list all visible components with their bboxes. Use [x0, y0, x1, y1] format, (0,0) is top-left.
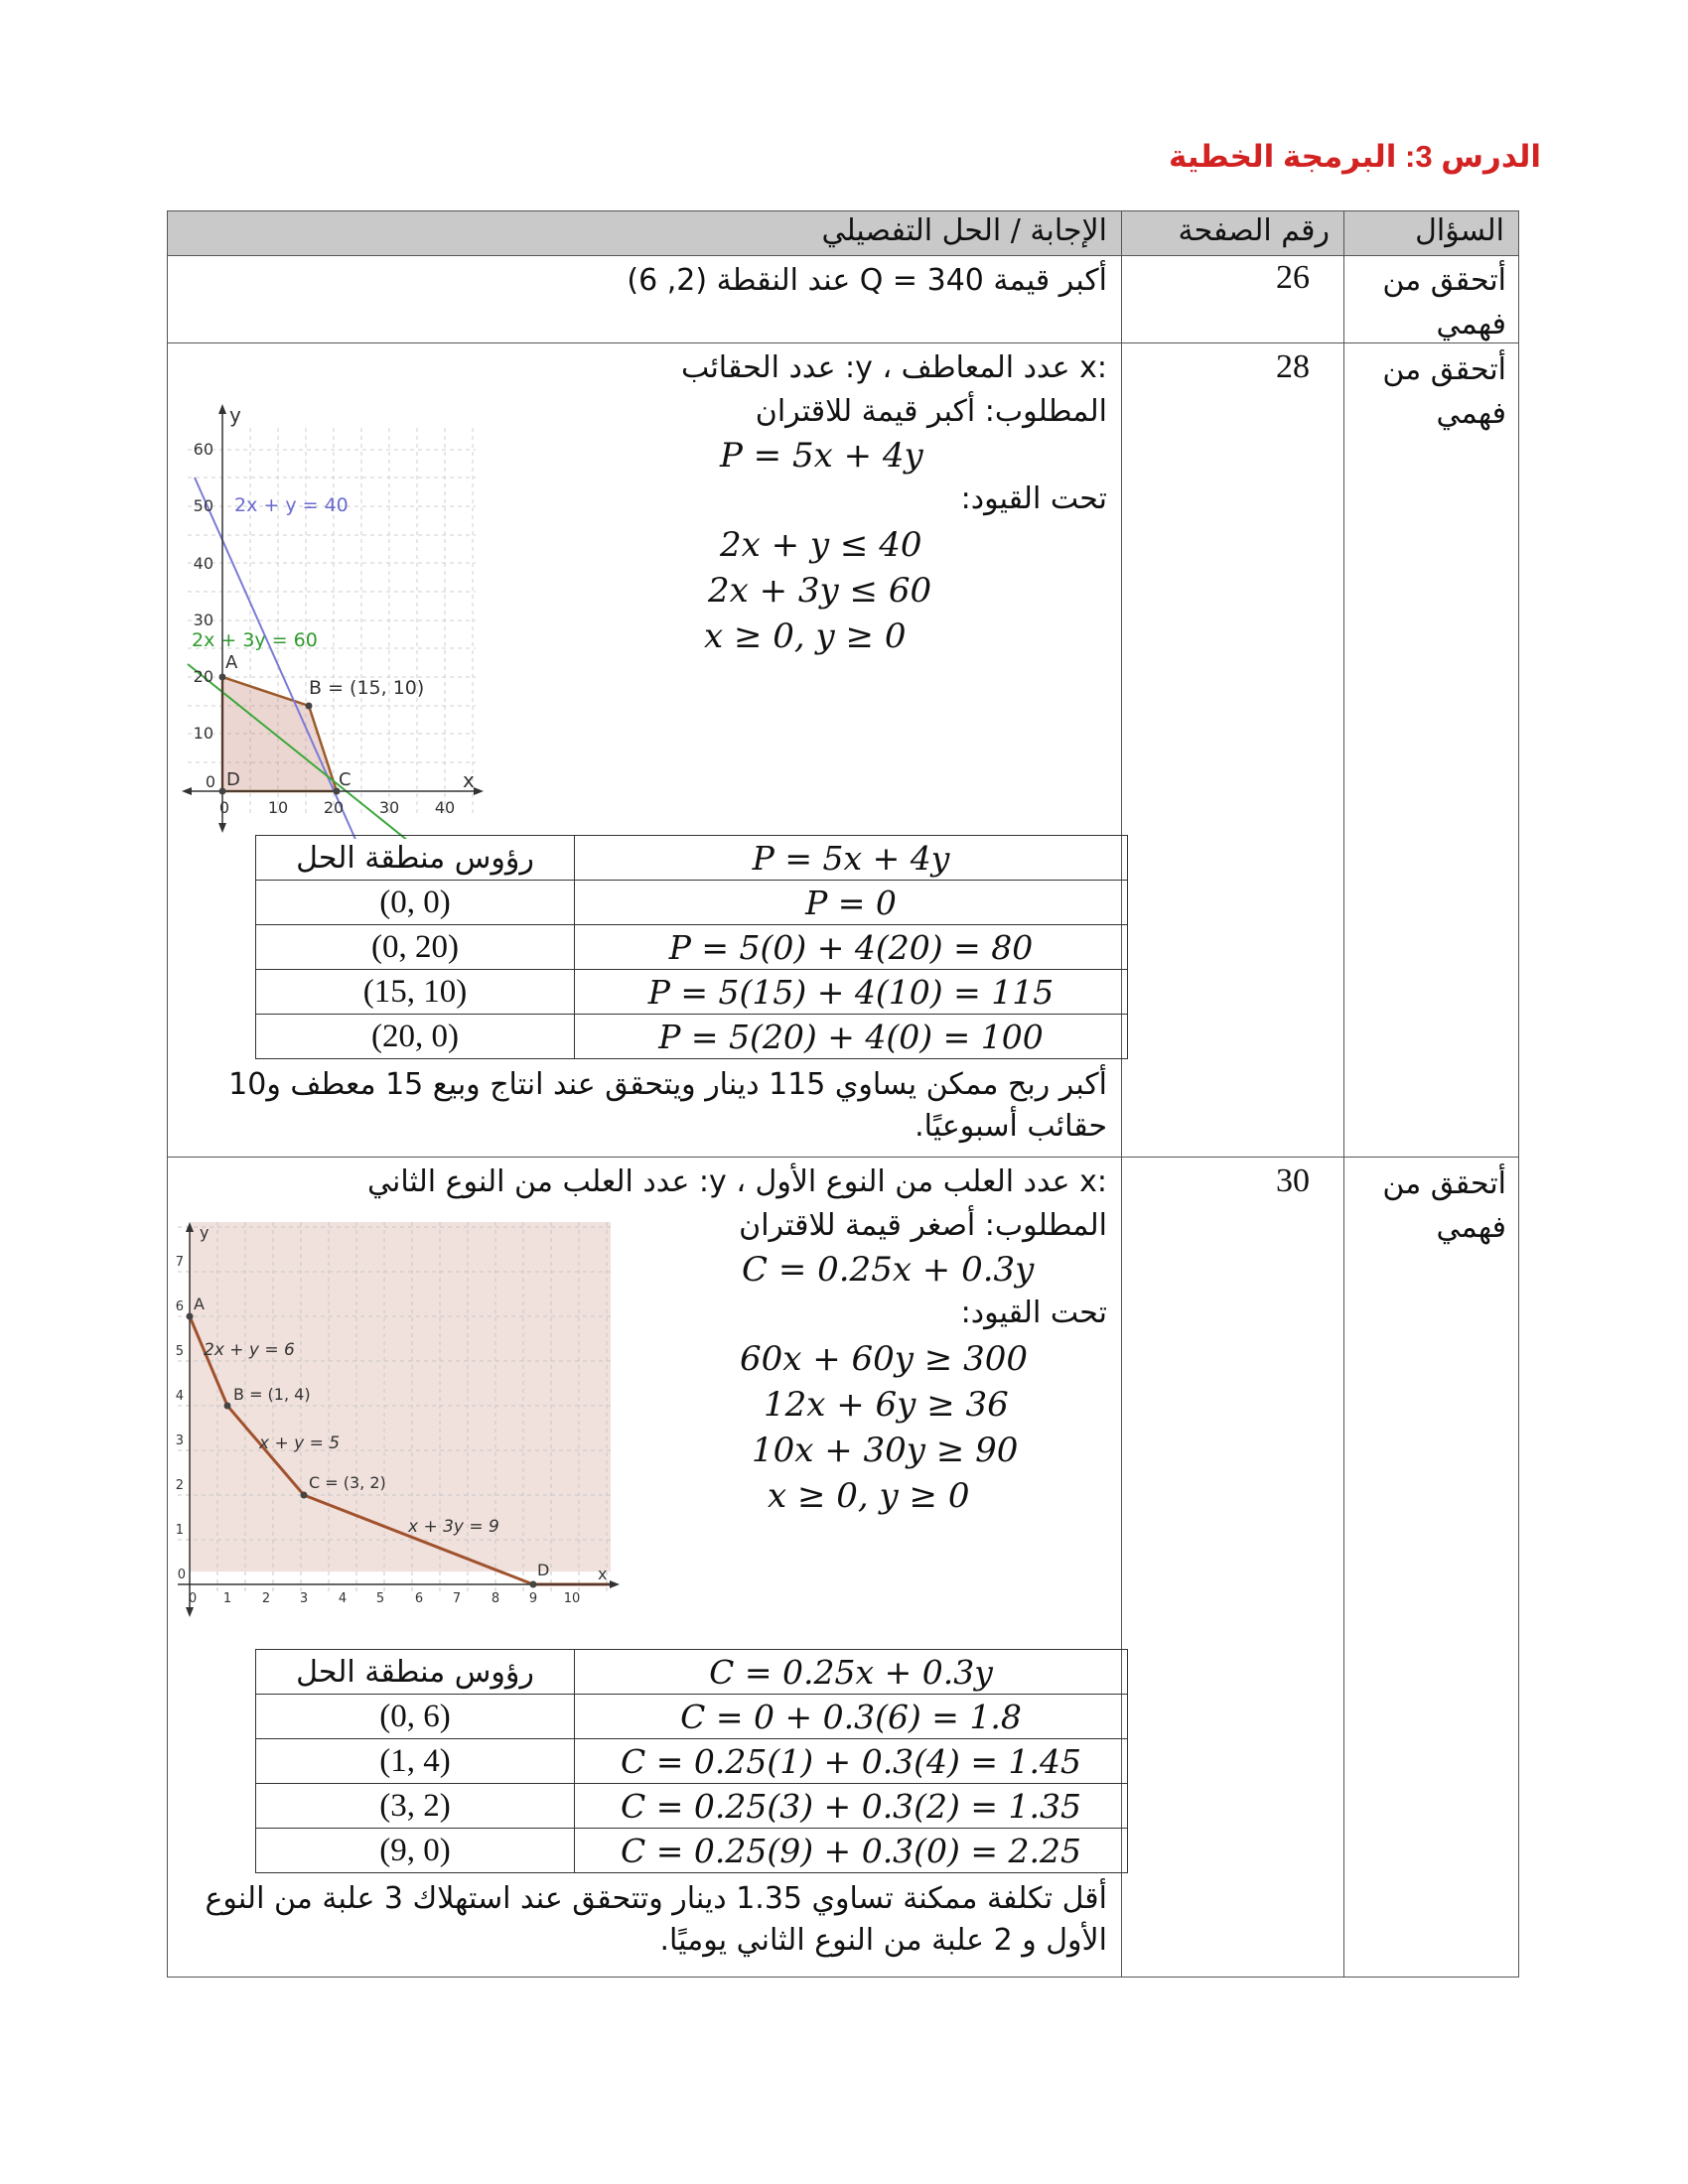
vertex-cell: (0, 0)	[256, 881, 575, 925]
row1-answer: أكبر قيمة Q = 340 عند النقطة (2, 6)	[627, 263, 1107, 298]
vertices-header: رؤوس منطقة الحل	[256, 836, 575, 881]
graph-2-xtick: 2	[261, 1591, 271, 1606]
graph-1-point-a	[219, 674, 226, 681]
value-cell: C = 0.25(9) + 0.3(0) = 2.25	[575, 1829, 1128, 1873]
table-row	[256, 1015, 1128, 1059]
row3-conclusion-line-1: أقل تكلفة ممكنة تساوي 1.35 دينار وتتحقق عند استهلاك 3 علبة من النوع	[205, 1881, 1107, 1916]
row3-constraint-2: 12x + 6y ≥ 36	[764, 1385, 1009, 1425]
graph-2-xtick: 3	[299, 1591, 309, 1606]
row2-constraint-3: x ≥ 0, y ≥ 0	[704, 616, 907, 656]
row3-constraint-1: 60x + 60y ≥ 300	[740, 1339, 1029, 1379]
row3-page: 30	[1276, 1162, 1310, 1199]
graph-1-xtick: 0	[218, 798, 230, 817]
value-cell: C = 0.25(3) + 0.3(2) = 1.35	[575, 1784, 1128, 1829]
table-row	[256, 925, 1128, 970]
row2-goal: المطلوب: أكبر قيمة للاقتران	[755, 394, 1107, 429]
solutions-table	[167, 210, 1519, 1978]
graph-2-xtick: 6	[414, 1591, 424, 1606]
row1-page: 26	[1276, 259, 1310, 296]
vertex-cell: (1, 4)	[256, 1739, 575, 1784]
table-row	[256, 836, 1128, 881]
graph-2-xtick: 8	[491, 1591, 500, 1606]
row2-constraints-label: تحت القيود:	[960, 481, 1107, 516]
row2-objective: P = 5x + 4y	[720, 436, 923, 476]
graph-2-ytick: 3	[175, 1433, 184, 1448]
graph-1-point-b	[306, 703, 313, 710]
graph-2-point-a	[187, 1313, 194, 1320]
graph-1	[178, 392, 486, 839]
graph-2-point-c	[301, 1492, 308, 1499]
graph-2-point-b	[224, 1403, 231, 1410]
row2-conclusion-line-2: حقائب أسبوعيًا.	[914, 1109, 1107, 1144]
row2-page: 28	[1276, 348, 1310, 385]
row3-vars: :x عدد العلب من النوع الأول ، y: عدد العلب من النوع الثاني	[367, 1164, 1107, 1199]
graph-2-ytick: 2	[175, 1478, 184, 1493]
graph-2-line-2-label: x + y = 5	[259, 1433, 341, 1453]
graph-2-line-3-label: x + 3y = 9	[408, 1517, 499, 1537]
graph-1-ytick: 30	[193, 611, 213, 629]
graph-1-point-c-label: C	[339, 769, 352, 790]
graph-1-ytick: 50	[193, 496, 213, 515]
graph-1-xtick: 10	[267, 798, 289, 817]
graph-2-point-c-label: C = (3, 2)	[309, 1473, 386, 1492]
graph-1-line-2-label: 2x + 3y = 60	[192, 629, 318, 651]
graph-1-xtick: 30	[378, 798, 400, 817]
graph-2-ytick: 0	[177, 1568, 186, 1582]
graph-2-xtick: 10	[563, 1591, 581, 1606]
graph-2	[174, 1214, 621, 1623]
value-cell: P = 5(20) + 4(0) = 100	[575, 1015, 1128, 1059]
graph-1-ytick: 20	[193, 667, 213, 686]
graph-2-ytick: 4	[175, 1389, 184, 1404]
graph-2-ytick: 6	[175, 1299, 184, 1314]
graph-1-ytick: 0	[205, 772, 215, 791]
vertices-header: رؤوس منطقة الحل	[256, 1650, 575, 1695]
graph-1-ytick: 10	[193, 724, 213, 743]
graph-2-ytick: 5	[175, 1344, 184, 1359]
graph-1-point-a-label: A	[225, 652, 238, 673]
vertices-table-1	[255, 835, 1128, 1059]
vertex-cell: (0, 6)	[256, 1695, 575, 1739]
page-title: الدرس 3: البرمجة الخطية	[1168, 139, 1541, 174]
row3-constraint-3: 10x + 30y ≥ 90	[752, 1431, 1019, 1470]
graph-1-point-b-label: B = (15, 10)	[309, 677, 425, 699]
table-row	[256, 1739, 1128, 1784]
table-row	[256, 970, 1128, 1015]
graph-2-xtick: 9	[528, 1591, 538, 1606]
row3-goal: المطلوب: أصغر قيمة للاقتران	[739, 1208, 1107, 1243]
graph-2-axis-x: x	[598, 1565, 608, 1583]
expr-header: P = 5x + 4y	[575, 836, 1128, 881]
graph-2-point-d-label: D	[537, 1561, 550, 1579]
row2-conclusion-line-1: أكبر ربح ممكن يساوي 115 دينار ويتحقق عند انتاج وبيع 15 معطف و10	[228, 1067, 1107, 1102]
graph-2-xtick: 4	[338, 1591, 348, 1606]
graph-2-point-d	[530, 1581, 537, 1588]
vertices-table-2	[255, 1649, 1128, 1873]
graph-1-axis-y: y	[229, 403, 241, 427]
header-question: السؤال	[1415, 213, 1504, 248]
row2-question: أتحقق من فهمي	[1382, 352, 1506, 431]
graph-2-ytick: 1	[175, 1523, 184, 1538]
graph-2-xtick: 7	[452, 1591, 462, 1606]
graph-2-xtick: 1	[222, 1591, 232, 1606]
row2-constraint-1: 2x + y ≤ 40	[720, 525, 922, 565]
graph-2-axis-y: y	[200, 1223, 210, 1242]
table-row	[256, 881, 1128, 925]
graph-2-ytick: 7	[175, 1255, 184, 1270]
value-cell: P = 0	[575, 881, 1128, 925]
row3-conclusion-line-2: الأول و 2 علبة من النوع الثاني يوميًا.	[659, 1923, 1107, 1958]
graph-1-xtick: 40	[434, 798, 456, 817]
vertex-cell: (20, 0)	[256, 1015, 575, 1059]
header-answer: الإجابة / الحل التفصيلي	[821, 213, 1107, 248]
graph-2-xtick: 0	[188, 1591, 198, 1606]
graph-1-xtick: 20	[323, 798, 345, 817]
graph-1-point-d	[219, 788, 226, 795]
header-page-number: رقم الصفحة	[1178, 213, 1330, 248]
value-cell: P = 5(0) + 4(20) = 80	[575, 925, 1128, 970]
graph-1-ytick: 60	[193, 440, 213, 459]
vertex-cell: (0, 20)	[256, 925, 575, 970]
table-row	[256, 1650, 1128, 1695]
expr-header: C = 0.25x + 0.3y	[575, 1650, 1128, 1695]
graph-2-point-b-label: B = (1, 4)	[233, 1385, 311, 1404]
vertex-cell: (3, 2)	[256, 1784, 575, 1829]
graph-2-point-a-label: A	[194, 1295, 205, 1313]
table-row	[256, 1784, 1128, 1829]
row3-question: أتحقق من فهمي	[1382, 1166, 1506, 1245]
graph-1-line-1-label: 2x + y = 40	[234, 494, 349, 516]
row3-constraint-4: x ≥ 0, y ≥ 0	[768, 1476, 970, 1516]
table-row	[256, 1695, 1128, 1739]
graph-1-point-c	[334, 788, 341, 795]
vertex-cell: (9, 0)	[256, 1829, 575, 1873]
value-cell: C = 0 + 0.3(6) = 1.8	[575, 1695, 1128, 1739]
row3-constraints-label: تحت القيود:	[960, 1296, 1107, 1330]
vertex-cell: (15, 10)	[256, 970, 575, 1015]
value-cell: P = 5(15) + 4(10) = 115	[575, 970, 1128, 1015]
table-row	[256, 1829, 1128, 1873]
row2-constraint-2: 2x + 3y ≤ 60	[708, 571, 932, 611]
graph-1-ytick: 40	[193, 554, 213, 573]
graph-1-axis-x: x	[463, 768, 475, 792]
graph-1-point-d-label: D	[226, 769, 240, 790]
graph-2-xtick: 5	[375, 1591, 385, 1606]
row2-vars: :x عدد المعاطف ، y: عدد الحقائب	[681, 350, 1107, 385]
graph-2-line-1-label: 2x + y = 6	[204, 1340, 295, 1360]
value-cell: C = 0.25(1) + 0.3(4) = 1.45	[575, 1739, 1128, 1784]
row3-objective: C = 0.25x + 0.3y	[742, 1250, 1035, 1290]
row1-question: أتحقق من فهمي	[1382, 263, 1506, 341]
